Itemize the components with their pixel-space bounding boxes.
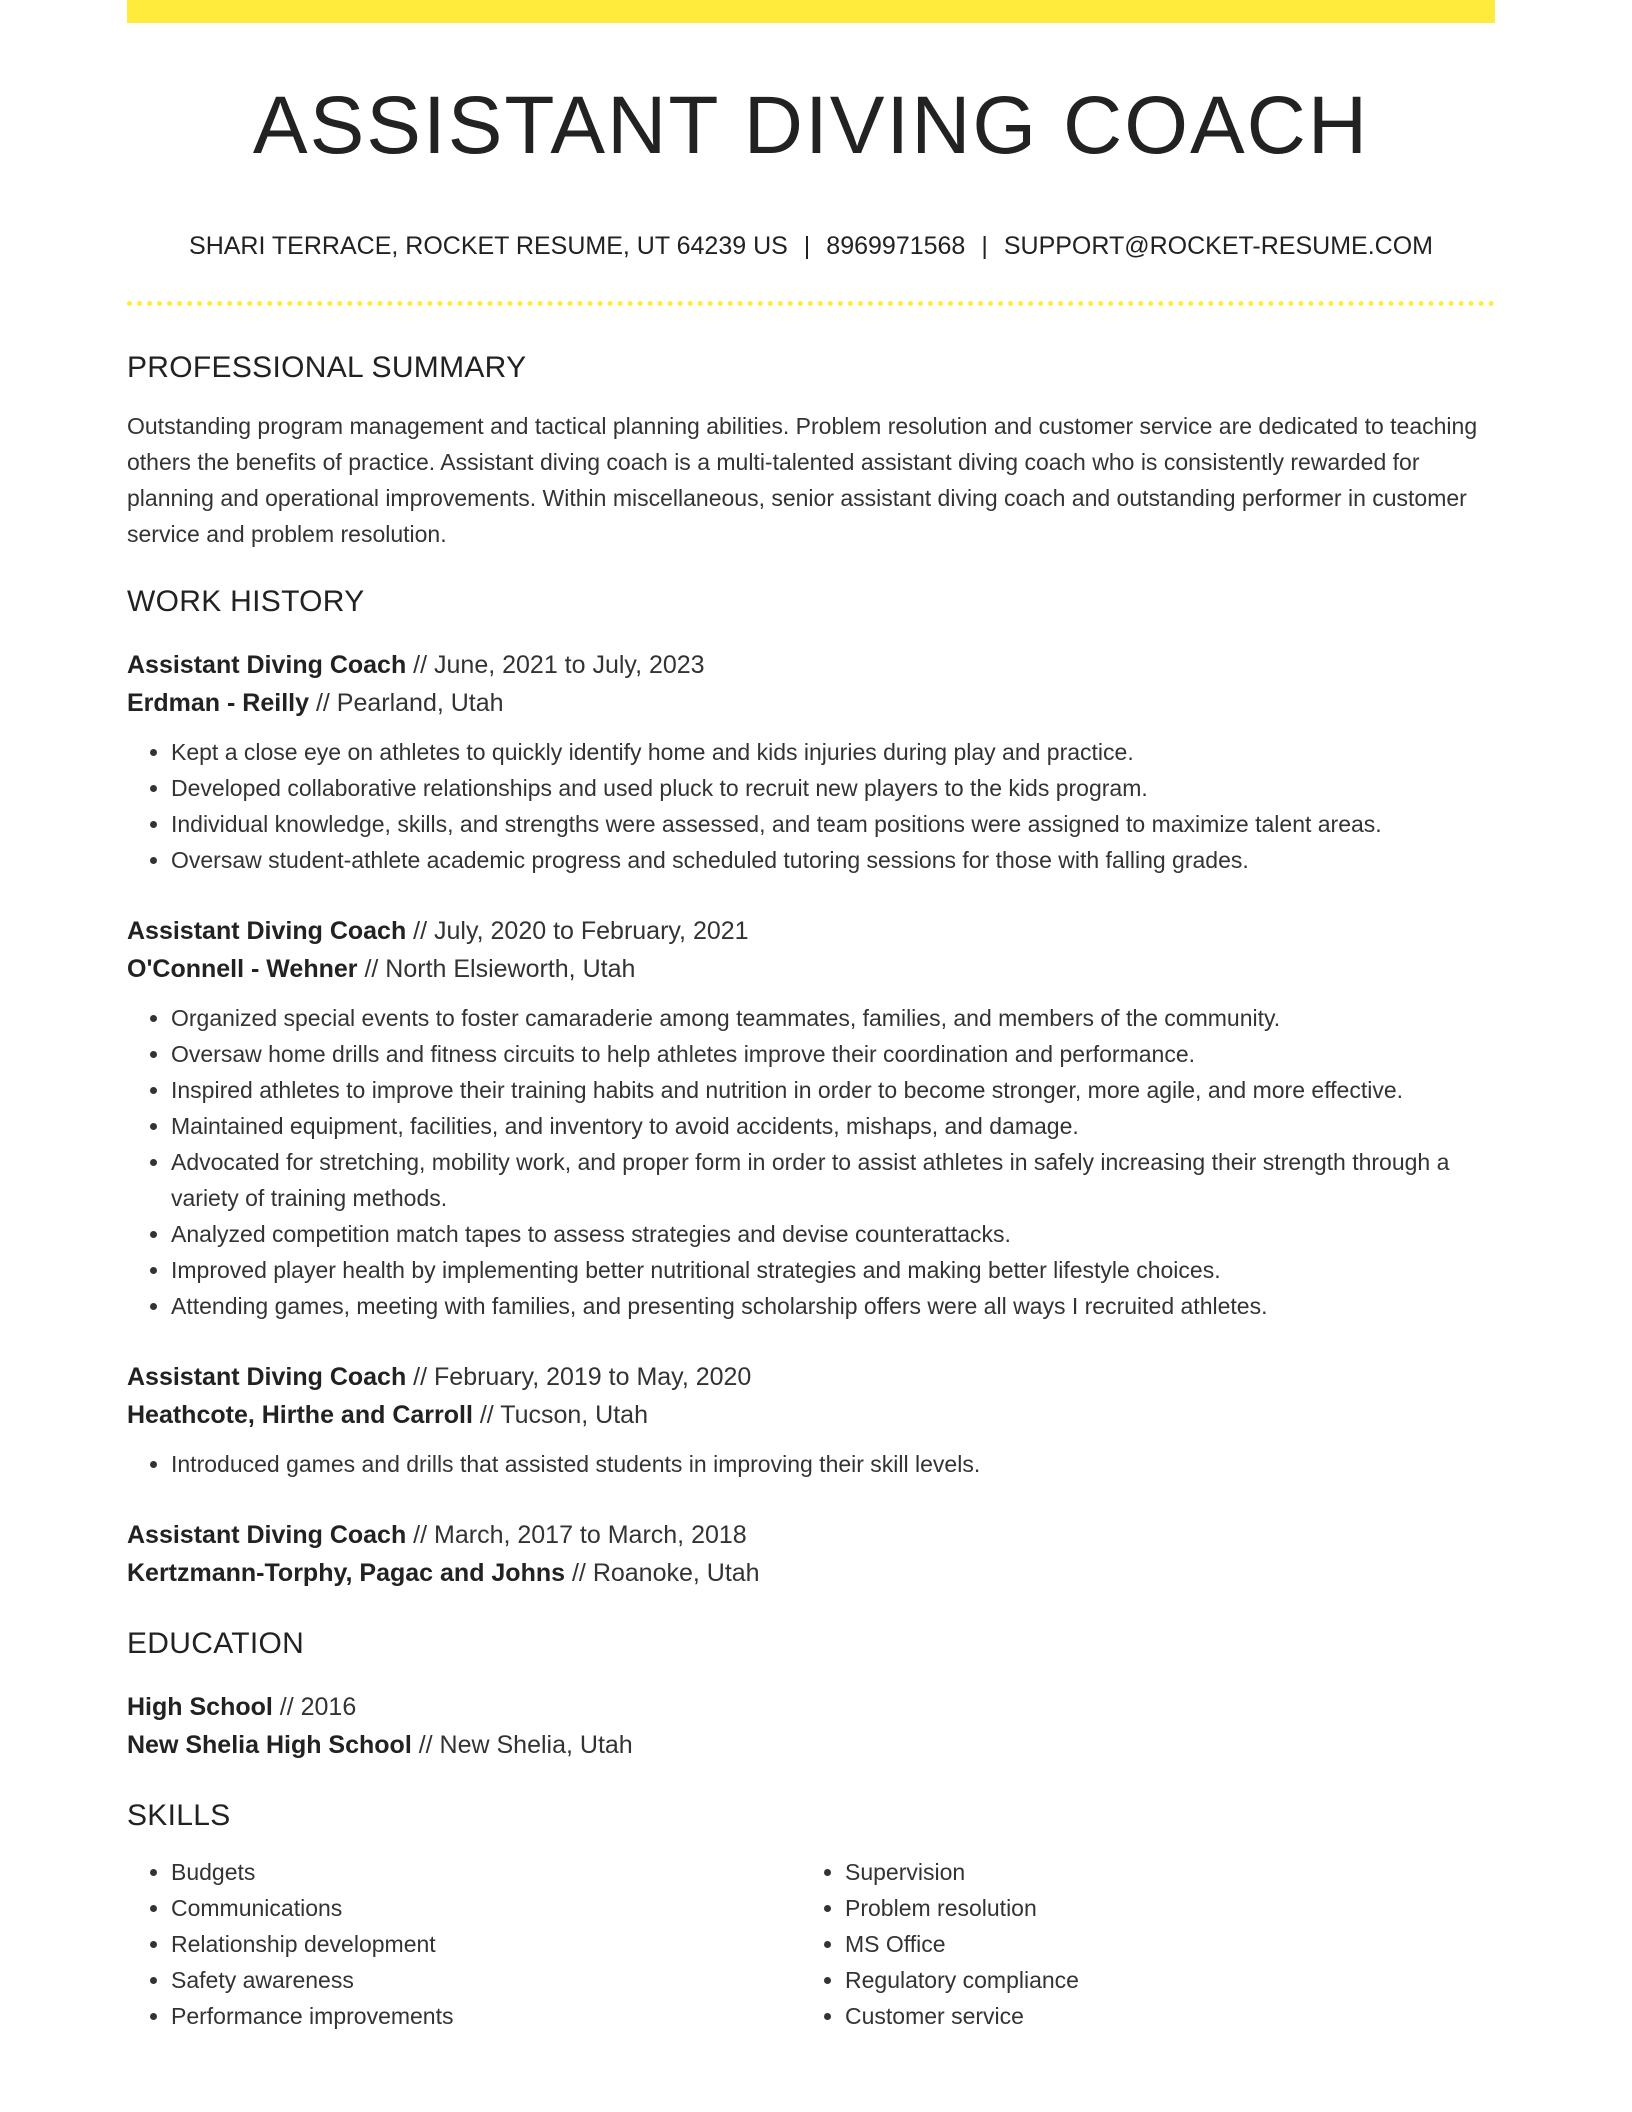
job-role: Assistant Diving Coach [127, 1521, 407, 1550]
resume-name: ASSISTANT DIVING COACH [252, 80, 1370, 171]
section-title-skills: SKILLS [127, 1799, 231, 1833]
job-role: Assistant Diving Coach [127, 917, 407, 946]
dotted-divider [127, 301, 1495, 306]
education-school: New Shelia High School [127, 1731, 412, 1760]
contact-separator: | [803, 232, 811, 261]
education-location: // New Shelia, Utah [411, 1731, 633, 1760]
job-entry [127, 1516, 1495, 1592]
education-entry [127, 1688, 1495, 1764]
job-location: // Roanoke, Utah [565, 1559, 760, 1588]
contact-email: SUPPORT@ROCKET-RESUME.COM [1003, 232, 1433, 261]
skill-item: • MS Office [845, 1926, 1475, 1962]
job-entry [127, 646, 1495, 878]
job-bullet: • Introduced games and drills that assisted students in improving their skill levels. [171, 1446, 1495, 1482]
job-bullet: • Oversaw student-athlete academic progress and scheduled tutoring sessions for those with falling grades. [171, 842, 1495, 878]
job-bullet: • Improved player health by implementing better nutritional strategies and making better lifestyle choices. [171, 1252, 1495, 1288]
job-dates: // July, 2020 to February, 2021 [406, 917, 749, 946]
job-bullets [127, 734, 1495, 878]
resume-page [127, 0, 1495, 2034]
job-company-line [127, 1396, 1495, 1434]
skill-item: • Supervision [845, 1854, 1475, 1890]
section-title-summary: PROFESSIONAL SUMMARY [127, 351, 527, 385]
skills-column-left [127, 1854, 801, 2034]
contact-phone: 8969971568 [826, 232, 966, 261]
job-company-line [127, 950, 1495, 988]
job-company: Kertzmann-Torphy, Pagac and Johns [127, 1559, 566, 1588]
skills-column-right [801, 1854, 1475, 2034]
skill-item: • Customer service [845, 1998, 1475, 2034]
education-school-line [127, 1726, 1495, 1764]
job-bullet: • Maintained equipment, facilities, and inventory to avoid accidents, mishaps, and damage. [171, 1108, 1495, 1144]
skill-item: • Regulatory compliance [845, 1962, 1475, 1998]
job-role: Assistant Diving Coach [127, 1363, 407, 1392]
education-degree: High School [127, 1693, 273, 1722]
section-title-work-history: WORK HISTORY [127, 585, 365, 619]
skill-item: • Safety awareness [171, 1962, 801, 1998]
job-company: O'Connell - Wehner [127, 955, 358, 984]
skill-item: • Performance improvements [171, 1998, 801, 2034]
job-company: Heathcote, Hirthe and Carroll [127, 1401, 473, 1430]
job-company: Erdman - Reilly [127, 689, 309, 718]
job-bullet: • Developed collaborative relationships and used pluck to recruit new players to the kids program. [171, 770, 1495, 806]
skill-item: • Relationship development [171, 1926, 801, 1962]
job-entry [127, 912, 1495, 1324]
job-role: Assistant Diving Coach [127, 651, 407, 680]
contact-separator: | [981, 232, 988, 261]
job-dates: // March, 2017 to March, 2018 [406, 1521, 747, 1550]
section-title-education: EDUCATION [127, 1627, 305, 1661]
summary-text: Outstanding program management and tactical planning abilities. Problem resolution and customer service are dedicated to teaching others the benefits of practice. Assistant diving coach is a multi-talented assistant diving coach who is consistently rewarded for planning and operational improvements. Within miscellaneous, senior assistant diving coach and outstanding performer in customer service and problem resolution. [127, 413, 1478, 548]
job-bullet: • Kept a close eye on athletes to quickly identify home and kids injuries during play and practice. [171, 734, 1495, 770]
skill-item: • Budgets [171, 1854, 801, 1890]
job-company-line [127, 1554, 1495, 1592]
job-bullet: • Inspired athletes to improve their training habits and nutrition in order to become stronger, more agile, and more effective. [171, 1072, 1495, 1108]
job-title-line [127, 1358, 1495, 1396]
job-bullets [127, 1000, 1495, 1324]
education-year: // 2016 [272, 1693, 357, 1722]
job-entry [127, 1358, 1495, 1482]
job-bullet: • Organized special events to foster camaraderie among teammates, families, and members of the community. [171, 1000, 1495, 1036]
job-dates: // February, 2019 to May, 2020 [406, 1363, 752, 1392]
job-bullet: • Attending games, meeting with families, and presenting scholarship offers were all ways I recruited athletes. [171, 1288, 1495, 1324]
job-location: // Pearland, Utah [309, 689, 504, 718]
skill-item: • Problem resolution [845, 1890, 1475, 1926]
job-company-line [127, 684, 1495, 722]
skill-item: • Communications [171, 1890, 801, 1926]
education-degree-line [127, 1688, 1495, 1726]
contact-address: SHARI TERRACE, ROCKET RESUME, UT 64239 US [189, 232, 788, 261]
job-dates: // June, 2021 to July, 2023 [406, 651, 705, 680]
top-accent-bar [127, 0, 1495, 23]
job-bullet: • Individual knowledge, skills, and strengths were assessed, and team positions were assigned to maximize talent areas. [171, 806, 1495, 842]
job-location: // North Elsieworth, Utah [357, 955, 636, 984]
skills-list [127, 1854, 1495, 2034]
contact-line [127, 231, 1495, 261]
job-bullet: • Advocated for stretching, mobility work, and proper form in order to assist athletes in safely increasing their strength through a variety of training methods. [171, 1144, 1495, 1216]
job-bullet: • Analyzed competition match tapes to assess strategies and devise counterattacks. [171, 1216, 1495, 1252]
job-title-line [127, 646, 1495, 684]
job-title-line [127, 912, 1495, 950]
job-bullet: • Oversaw home drills and fitness circuits to help athletes improve their coordination and performance. [171, 1036, 1495, 1072]
job-title-line [127, 1516, 1495, 1554]
job-bullets [127, 1446, 1495, 1482]
job-location: // Tucson, Utah [472, 1401, 648, 1430]
